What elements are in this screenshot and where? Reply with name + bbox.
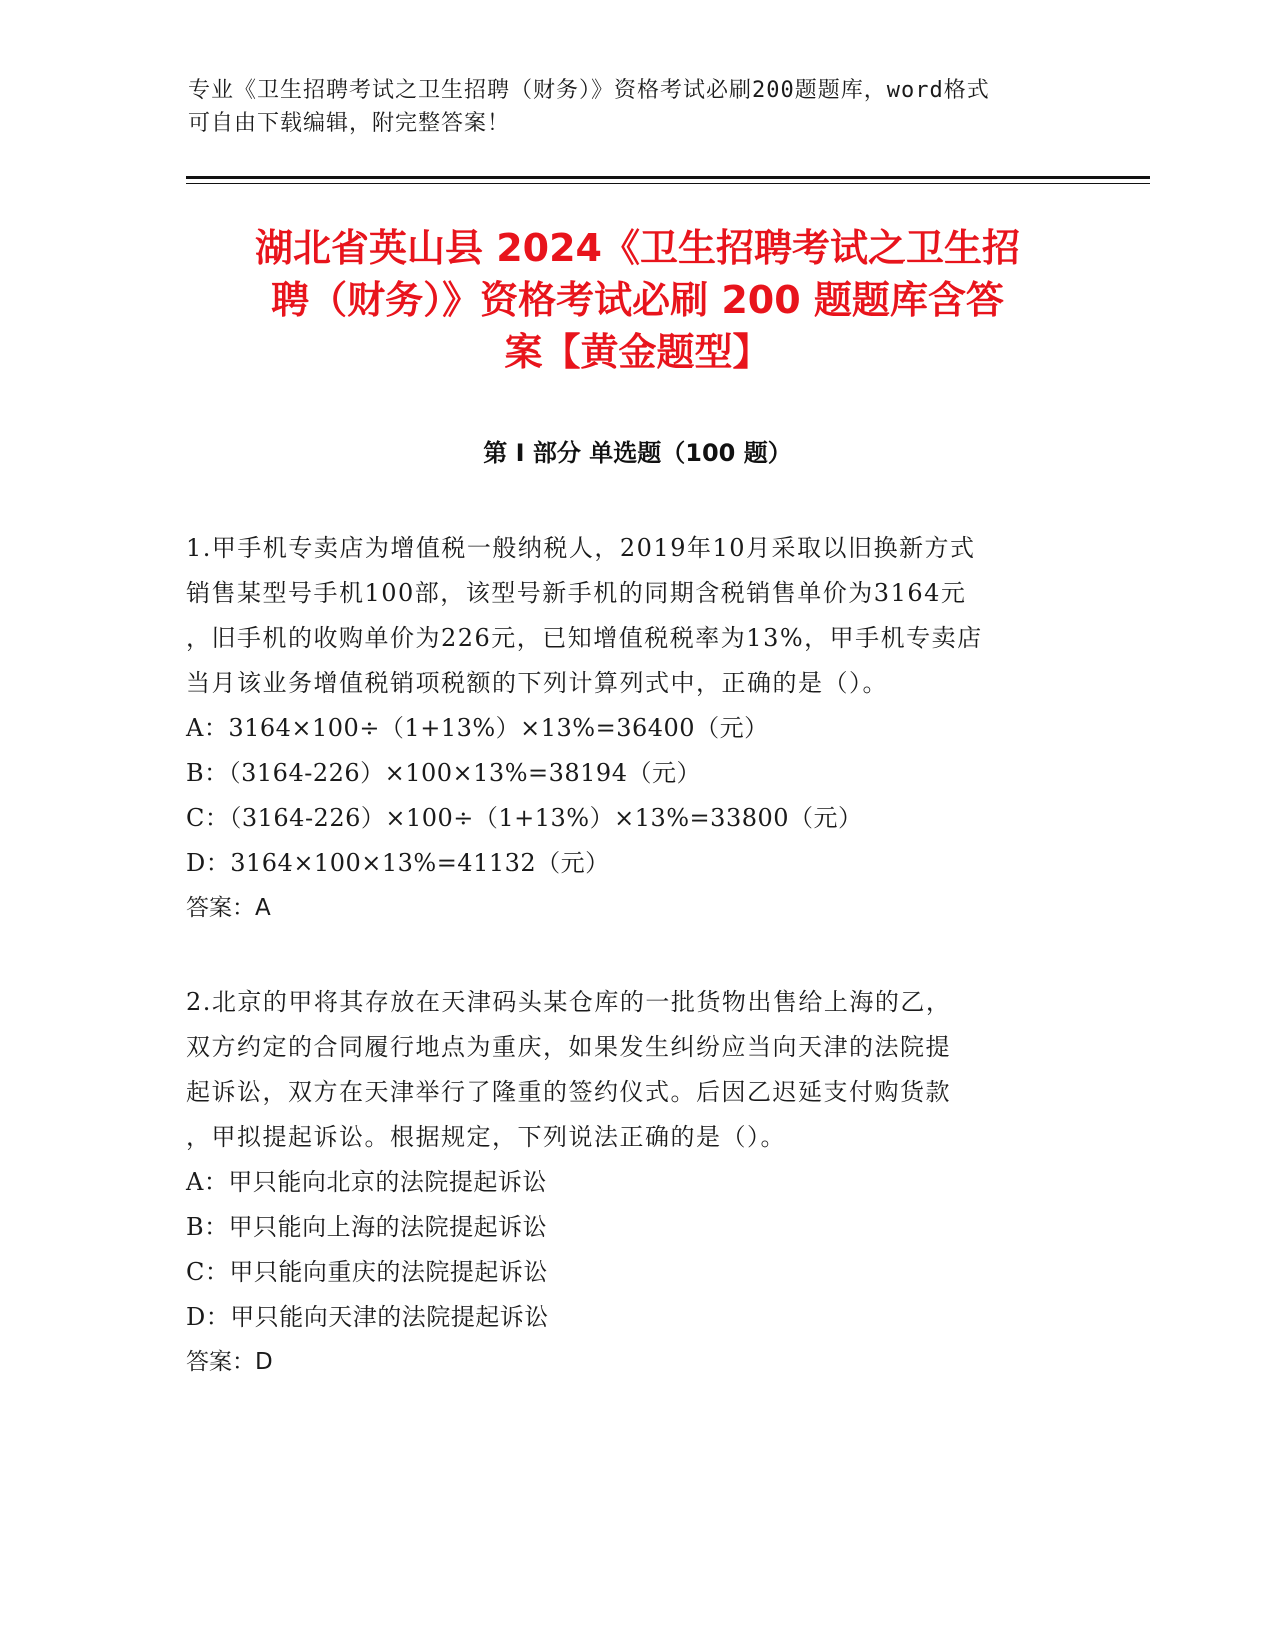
question-2-option-b: B：甲只能向上海的法院提起诉讼 bbox=[186, 1213, 548, 1241]
question-1-option-c: C：（3164-226）×100÷（1+13%）×13%=33800（元） bbox=[186, 804, 863, 832]
question-2-option-d: D：甲只能向天津的法院提起诉讼 bbox=[186, 1303, 549, 1331]
header-note bbox=[188, 74, 1088, 140]
question-1-option-b: B：（3164-226）×100×13%=38194（元） bbox=[186, 759, 701, 787]
question-1-option-d: D：3164×100×13%=41132（元） bbox=[186, 849, 610, 877]
document-title-line-3: 案【黄金题型】 bbox=[504, 330, 771, 374]
section-heading: 第 I 部分 单选题（100 题） bbox=[483, 439, 792, 467]
header-note-line-1: 专业《卫生招聘考试之卫生招聘（财务）》资格考试必刷200题题库，word格式 bbox=[188, 78, 990, 103]
header-divider-thin bbox=[186, 183, 1150, 184]
question-2-answer: 答案：D bbox=[186, 1349, 273, 1375]
document-title-line-1: 湖北省英山县 2024《卫生招聘考试之卫生招 bbox=[255, 226, 1020, 270]
question-1-stem-line: ，旧手机的收购单价为226元，已知增值税税率为13%，甲手机专卖店 bbox=[186, 624, 983, 652]
question-1-stem-line: 1.甲手机专卖店为增值税一般纳税人，2019年10月采取以旧换新方式 bbox=[186, 534, 976, 562]
question-2-stem-line: 2.北京的甲将其存放在天津码头某仓库的一批货物出售给上海的乙， bbox=[186, 988, 952, 1016]
header-note-line-2: 可自由下载编辑，附完整答案！ bbox=[188, 111, 511, 136]
question-1-stem-line: 销售某型号手机100部，该型号新手机的同期含税销售单价为3164元 bbox=[186, 579, 967, 607]
document-title bbox=[150, 222, 1125, 378]
question-2-stem bbox=[186, 980, 1086, 1160]
question-2-option-c: C：甲只能向重庆的法院提起诉讼 bbox=[186, 1258, 548, 1286]
question-2-option-a: A：甲只能向北京的法院提起诉讼 bbox=[186, 1168, 547, 1196]
question-2-stem-line: ，甲拟提起诉讼。根据规定，下列说法正确的是（）。 bbox=[186, 1123, 786, 1151]
document-title-line-2: 聘（财务）》资格考试必刷 200 题题库含答 bbox=[271, 278, 1004, 322]
question-2-stem-line: 起诉讼，双方在天津举行了隆重的签约仪式。后因乙迟延支付购货款 bbox=[186, 1078, 951, 1106]
question-1-option-a: A：3164×100÷（1+13%）×13%=36400（元） bbox=[186, 714, 769, 742]
question-1 bbox=[186, 526, 1086, 931]
question-2-stem-line: 双方约定的合同履行地点为重庆，如果发生纠纷应当向天津的法院提 bbox=[186, 1033, 951, 1061]
header-divider-thick bbox=[186, 176, 1150, 179]
question-1-answer: 答案：A bbox=[186, 895, 271, 921]
question-1-stem bbox=[186, 526, 1086, 706]
question-1-stem-line: 当月该业务增值税销项税额的下列计算列式中，正确的是（）。 bbox=[186, 669, 888, 697]
question-2 bbox=[186, 980, 1086, 1385]
